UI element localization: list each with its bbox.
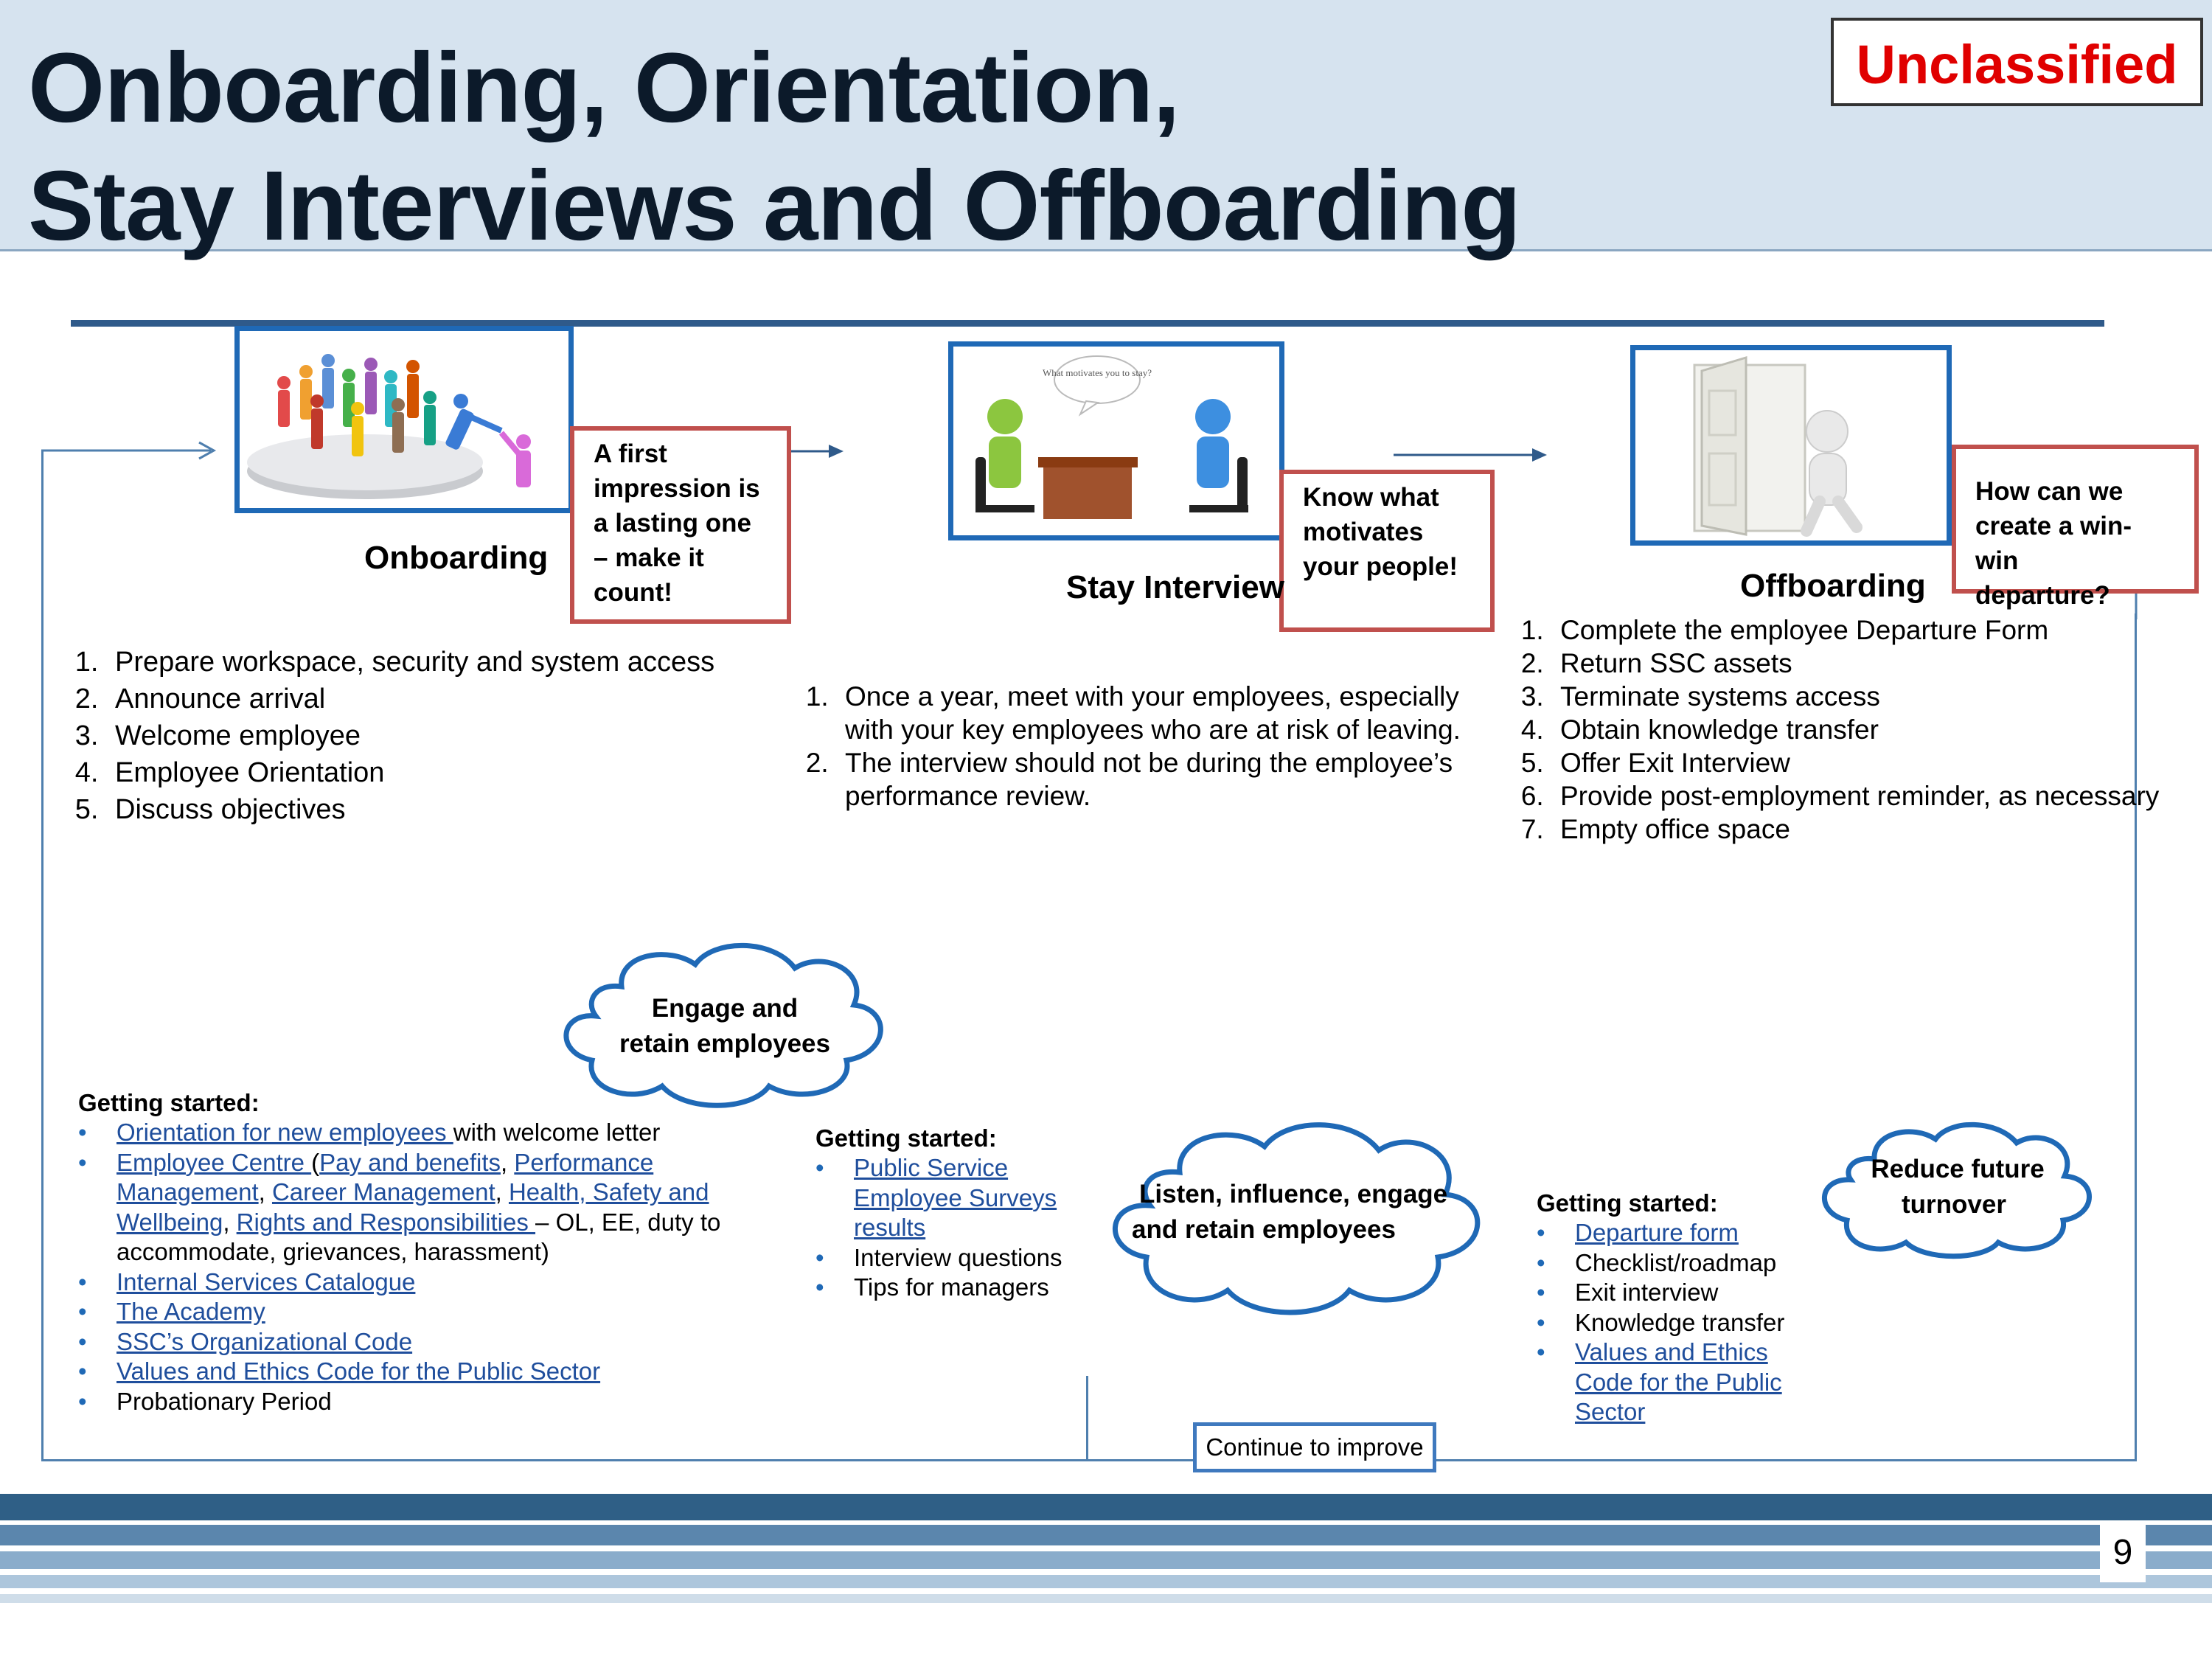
list-item: 1. Complete the employee Departure Form	[1551, 613, 2178, 647]
quote-line: your people!	[1303, 552, 1458, 581]
performance-management-link[interactable]: Performance Management	[116, 1148, 654, 1206]
list-item: • Knowledge transfer	[1575, 1308, 1832, 1338]
organizational-code-link[interactable]: SSC’s Organizational Code	[116, 1327, 413, 1355]
footer-band	[0, 1525, 2212, 1545]
cycle-frame-bottom	[41, 1459, 2137, 1461]
page-number: 9	[2100, 1523, 2146, 1582]
list-item: • Tips for managers	[854, 1273, 1081, 1303]
list-item: 4. Employee Orientation	[106, 757, 755, 790]
list-item: 2. Return SSC assets	[1551, 647, 2178, 680]
cloud-listen-influence	[1117, 1177, 1449, 1248]
cloud-reduce-turnover	[1858, 1152, 2057, 1222]
list-item	[116, 1327, 727, 1357]
list-item: • Interview questions	[854, 1243, 1081, 1273]
stay-quote-box	[1279, 470, 1495, 632]
list-item	[116, 1267, 727, 1298]
offboarding-image	[1630, 345, 1952, 546]
footer-band	[0, 1594, 2212, 1603]
list-item	[116, 1118, 727, 1148]
list-item: 3. Welcome employee	[106, 720, 755, 753]
cycle-frame-divider	[1086, 1376, 1088, 1461]
list-item: 5. Offer Exit Interview	[1551, 746, 2178, 779]
stay-interview-label: Stay Interview	[1066, 569, 1284, 605]
rights-responsibilities-link[interactable]: Rights and Responsibilities	[236, 1208, 536, 1236]
cloud-line: turnover	[1902, 1190, 2006, 1219]
footer-band	[0, 1551, 2212, 1569]
onboarding-steps	[47, 646, 755, 827]
list-item	[116, 1297, 727, 1327]
onboarding-getting-started	[78, 1088, 727, 1416]
list-item: 2. Announce arrival	[106, 683, 755, 716]
interview-scene-icon	[953, 347, 1279, 535]
footer-band	[0, 1494, 2212, 1520]
academy-link[interactable]: The Academy	[116, 1298, 265, 1325]
list-item: 4. Obtain knowledge transfer	[1551, 713, 2178, 746]
title-line-1: Onboarding, Orientation,	[28, 33, 1180, 143]
door-exit-icon	[1635, 350, 1947, 540]
values-ethics-link[interactable]: Values and Ethics Code for the Public Sector	[116, 1357, 601, 1385]
stay-resource-list	[815, 1153, 1081, 1303]
getting-started-title: Getting started:	[815, 1124, 997, 1152]
list-item: 6. Provide post-employment reminder, as necessary	[1551, 779, 2178, 813]
list-item: 1. Prepare workspace, security and system access	[106, 646, 755, 679]
pay-benefits-link[interactable]: Pay and benefits	[319, 1148, 501, 1176]
list-item	[854, 1153, 1081, 1243]
footer-band	[0, 1575, 2212, 1588]
cloud-line: Reduce future	[1871, 1155, 2045, 1183]
list-item-text: with welcome letter	[453, 1119, 661, 1146]
list-item: • Checklist/roadmap	[1575, 1248, 1832, 1279]
internal-services-link[interactable]: Internal Services Catalogue	[116, 1267, 416, 1295]
quote-line: A first	[594, 439, 667, 468]
stay-getting-started	[815, 1124, 1081, 1303]
list-item: 2. The interview should not be during the employee’s performance review.	[836, 746, 1514, 813]
list-item: 3. Terminate systems access	[1551, 680, 2178, 713]
title-line-2: Stay Interviews and Offboarding	[28, 151, 1521, 261]
offboarding-steps	[1492, 613, 2178, 846]
quote-line: count!	[594, 578, 672, 607]
quote-line: – make it	[594, 543, 704, 572]
cycle-frame-left	[41, 450, 44, 1461]
health-safety-link[interactable]: Health, Safety and Wellbeing	[116, 1178, 709, 1236]
getting-started-title: Getting started:	[78, 1089, 260, 1116]
departure-form-link[interactable]: Departure form	[1575, 1219, 1739, 1246]
employee-surveys-link[interactable]: Public Service Employee Surveys results	[854, 1154, 1057, 1241]
onboarding-resource-list	[78, 1118, 727, 1416]
list-item-text: – OL, EE, duty to accommodate, grievances, harassment)	[116, 1208, 721, 1265]
getting-started-title: Getting started:	[1537, 1189, 1718, 1217]
offboarding-quote-box	[1952, 445, 2199, 610]
speech-bubble-text: What motivates you to stay?	[1042, 367, 1152, 378]
onboarding-label: Onboarding	[364, 540, 549, 576]
offboarding-getting-started	[1537, 1189, 1832, 1427]
cloud-line: Engage and	[651, 994, 799, 1023]
stay-interview-image	[948, 341, 1284, 540]
quote-line: impression is	[594, 474, 760, 503]
cloud-line: retain employees	[619, 1029, 830, 1058]
offboarding-label: Offboarding	[1740, 568, 1926, 604]
page-title	[28, 29, 1520, 265]
stay-interview-steps	[777, 680, 1514, 813]
list-item	[1575, 1218, 1832, 1248]
quote-line: How can we	[1975, 477, 2124, 506]
onboarding-image	[234, 326, 574, 513]
cloud-engage-retain	[581, 991, 869, 1062]
employee-centre-link[interactable]: Employee Centre	[116, 1148, 312, 1176]
orientation-link[interactable]: Orientation for new employees	[116, 1119, 453, 1146]
quote-line: Know what	[1303, 483, 1439, 512]
list-item: • Probationary Period	[116, 1387, 727, 1417]
quote-line: create a win- win	[1975, 512, 2132, 575]
arrow-into-onboarding	[41, 439, 226, 462]
values-ethics-link[interactable]: Values and Ethics Code for the Public Sector	[1575, 1338, 1782, 1425]
people-group-icon	[240, 331, 568, 508]
offboarding-resource-list	[1537, 1218, 1832, 1427]
list-item	[1575, 1338, 1832, 1427]
career-management-link[interactable]: Career Management	[271, 1178, 495, 1206]
quote-line: departure?	[1975, 581, 2110, 610]
list-item: 5. Discuss objectives	[106, 793, 755, 827]
quote-line: motivates	[1303, 518, 1424, 546]
onboarding-quote-box	[570, 426, 791, 624]
list-item: 7. Empty office space	[1551, 813, 2178, 846]
list-item: • Exit interview	[1575, 1278, 1832, 1308]
list-item: • Employee Centre (Pay and benefits, Performance Management, Career Management, Health, Safety and Wellbeing, Rights and Responsibilities – OL, EE, duty to accommodate, grievances, harassment)	[116, 1148, 727, 1267]
cloud-line: Listen, influence, engage	[1139, 1180, 1448, 1208]
classification-label: Unclassified	[1831, 18, 2203, 106]
list-item: 1. Once a year, meet with your employees, especially with your key employees who are at risk of leaving.	[836, 680, 1514, 746]
cloud-line: and retain employees	[1132, 1215, 1396, 1244]
continue-to-improve-box: Continue to improve	[1193, 1422, 1436, 1472]
arrow-to-offboarding	[1394, 444, 1556, 466]
paren-text: (	[311, 1148, 320, 1176]
list-item	[116, 1357, 727, 1387]
quote-line: a lasting one	[594, 509, 751, 538]
